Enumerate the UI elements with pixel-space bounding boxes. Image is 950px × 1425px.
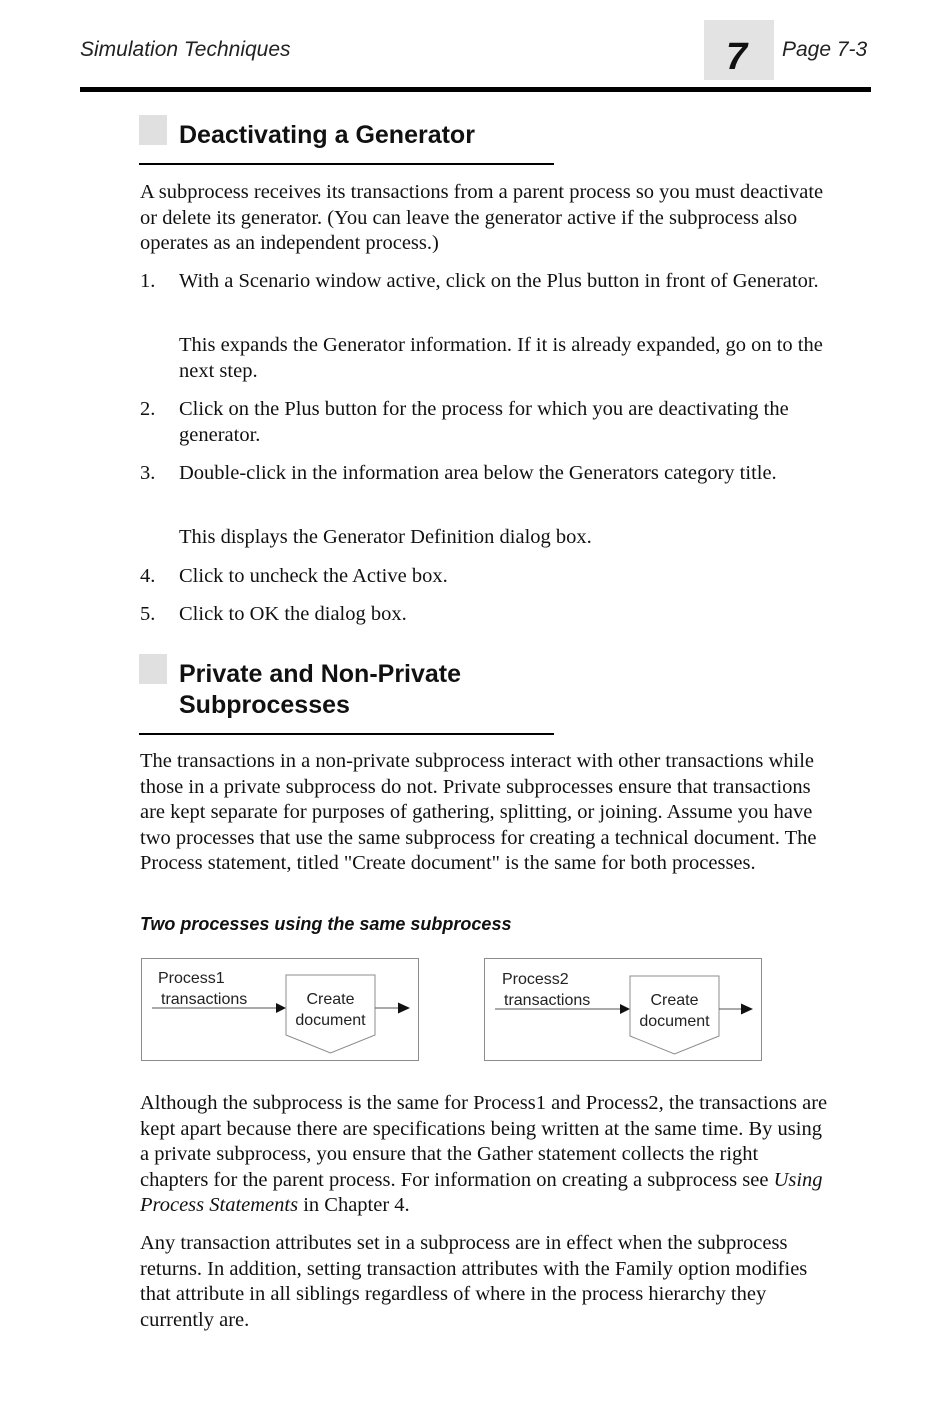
step-number: 5.: [140, 603, 156, 625]
figure-caption: Two processes using the same subprocess: [140, 914, 512, 934]
step-number: 2.: [140, 398, 156, 420]
step-text: Click to OK the dialog box.: [179, 603, 407, 625]
section-heading: Deactivating a Generator: [179, 121, 475, 149]
process-box-line1: Create: [650, 992, 699, 1009]
step-number: 3.: [140, 462, 156, 484]
section-heading-line2: Subprocesses: [179, 691, 350, 719]
output-arrowhead: [741, 1004, 753, 1015]
step-note: This expands the Generator information. If it is already expanded, go on to the next step.: [179, 334, 823, 382]
transactions-label: transactions: [161, 991, 248, 1008]
output-arrowhead: [398, 1003, 410, 1014]
process-box-line2: document: [639, 1013, 710, 1030]
step-number: 4.: [140, 565, 156, 587]
section-marker: [139, 654, 167, 684]
paragraph: Any transaction attributes set in a subprocess are in effect when the subprocess returns. In addition, setting transaction attributes with the Family option modifies that attribute in all siblings regardless of where in the process hierarchy they currently are.: [140, 1232, 808, 1331]
cross-reference: Using Process Statements: [140, 1168, 823, 1216]
chapter-number: 7: [726, 36, 748, 78]
step-text: With a Scenario window active, click on the Plus button in front of Generator.: [179, 270, 819, 292]
paragraph-text: Although the subprocess is the same for Process1 and Process2, the transactions are kept apart because there are specifications being written at the same time. By using a private subprocess, you ensure that the Gather statement collects the right chapters for the parent process. For information on creating a subprocess see: [140, 1092, 828, 1191]
paragraph-text: in Chapter 4.: [298, 1194, 410, 1216]
section-marker: [139, 115, 167, 145]
step-note: This displays the Generator Definition dialog box.: [179, 526, 592, 548]
step-text: Double-click in the information area below the Generators category title.: [179, 462, 777, 484]
paragraph: The transactions in a non-private subprocess interact with other transactions while those in a private subprocess do not. Private subprocesses ensure that transactions are kept separate for purposes of gathering, splitting, or joining. Assume you have two processes that use the same subprocess for creating a technical document. The Process statement, titled "Create document" is the same for both processes.: [140, 750, 817, 874]
process-label: Process2: [502, 971, 569, 988]
step-text: Click to uncheck the Active box.: [179, 565, 448, 587]
section-rule: [139, 733, 554, 735]
process1-diagram: [140, 958, 420, 1062]
running-header-title: Simulation Techniques: [80, 38, 291, 61]
paragraph: [140, 1091, 830, 1219]
header-rule: [80, 87, 871, 92]
section-rule: [139, 163, 554, 165]
page-number: Page 7-3: [782, 38, 868, 61]
step-number: 1.: [140, 270, 156, 292]
process-box-line1: Create: [306, 991, 355, 1008]
input-arrowhead: [620, 1004, 630, 1014]
section-heading-line1: Private and Non-Private: [179, 660, 462, 688]
process-label: Process1: [158, 970, 225, 987]
transactions-label: transactions: [504, 992, 591, 1009]
process2-diagram: [483, 958, 763, 1062]
input-arrowhead: [276, 1003, 286, 1013]
process-box-line2: document: [295, 1012, 366, 1029]
step-text: Click on the Plus button for the process for which you are deactivating the generator.: [179, 398, 789, 446]
paragraph: A subprocess receives its transactions from a parent process so you must deactivate or delete its generator. (You can leave the generator active if the subprocess also operates as an independent process.): [140, 181, 824, 254]
